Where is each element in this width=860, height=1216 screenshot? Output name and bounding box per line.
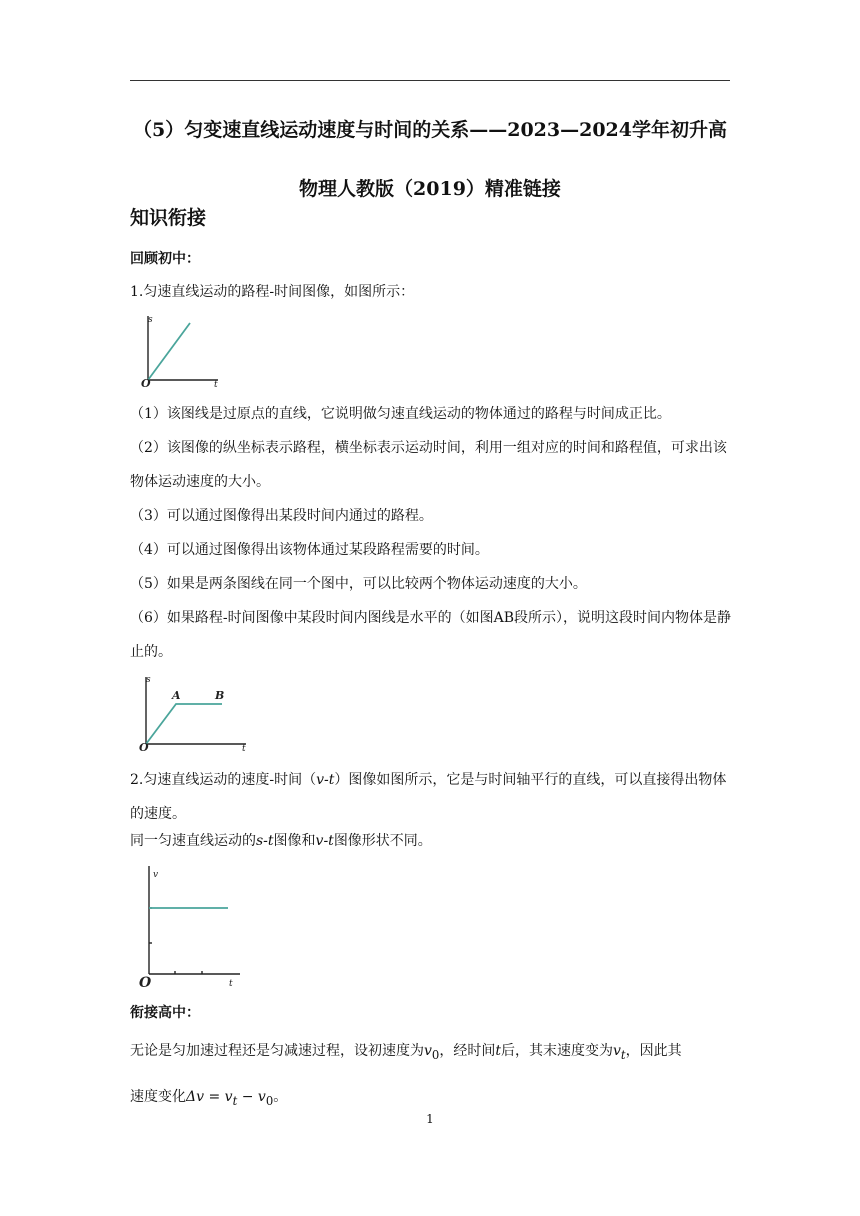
x-axis-label: t: [229, 979, 233, 989]
same-motion-text: 同一匀速直线运动的s-t图像和v-t图像形状不同。: [130, 833, 432, 849]
origin-label: O: [139, 741, 149, 754]
origin-label: O: [141, 377, 151, 390]
point-4: （4）可以通过图像得出该物体通过某段路程需要的时间。: [130, 542, 489, 558]
item-1-text: 1.匀速直线运动的路程-时间图像，如图所示：: [130, 284, 415, 300]
vt-graph-figure: [138, 860, 248, 990]
point-b-label: B: [215, 689, 225, 702]
point-2: （2）该图像的纵坐标表示路程，横坐标表示运动时间，利用一组对应的时间和路程值，可求出该物体运动速度的大小。: [130, 440, 727, 490]
st-graph-figure: [138, 312, 228, 392]
section-heading: 知识衔接: [130, 207, 207, 229]
high-school-text-line1: 无论是匀加速过程还是匀减速过程，设初速度为$v_0$，经时间t后，其末速度变为$v_t$，因此其: [130, 1043, 682, 1062]
st-graph-ab-figure: [136, 672, 256, 757]
page-number: 1: [426, 1112, 434, 1126]
point-6: （6）如果路程-时间图像中某段时间内图线是水平的（如图AB段所示），说明这段时间内物体是静止的。: [130, 610, 732, 660]
origin-label: O: [139, 975, 152, 991]
point-3: （3）可以通过图像得出某段时间内通过的路程。: [130, 508, 433, 524]
point-a-label: A: [172, 689, 181, 702]
st-ab-line: [146, 704, 222, 744]
item-2-text: 2.匀速直线运动的速度-时间（v-t）图像如图所示，它是与时间轴平行的直线，可以直接得出物体的速度。: [130, 772, 727, 822]
document-title: （5）匀变速直线运动速度与时间的关系——2023—2024学年初升高 物理人教版（2019）精准链接: [133, 119, 727, 200]
high-school-label: 衔接高中：: [130, 1005, 200, 1021]
x-axis-label: t: [242, 744, 246, 754]
y-axis-label: s: [146, 675, 151, 685]
st-line: [148, 323, 190, 380]
review-label: 回顾初中：: [130, 251, 200, 267]
high-school-text-line2: 速度变化$\Delta v = v_t - v_0$。: [130, 1089, 288, 1108]
x-axis-label: t: [214, 380, 218, 390]
y-axis-label: v: [153, 870, 159, 880]
header-rule: [130, 80, 730, 81]
point-5: （5）如果是两条图线在同一个图中，可以比较两个物体运动速度的大小。: [130, 576, 587, 592]
point-1: （1）该图线是过原点的直线，它说明做匀速直线运动的物体通过的路程与时间成正比。: [130, 406, 671, 422]
y-axis-label: s: [148, 315, 153, 325]
